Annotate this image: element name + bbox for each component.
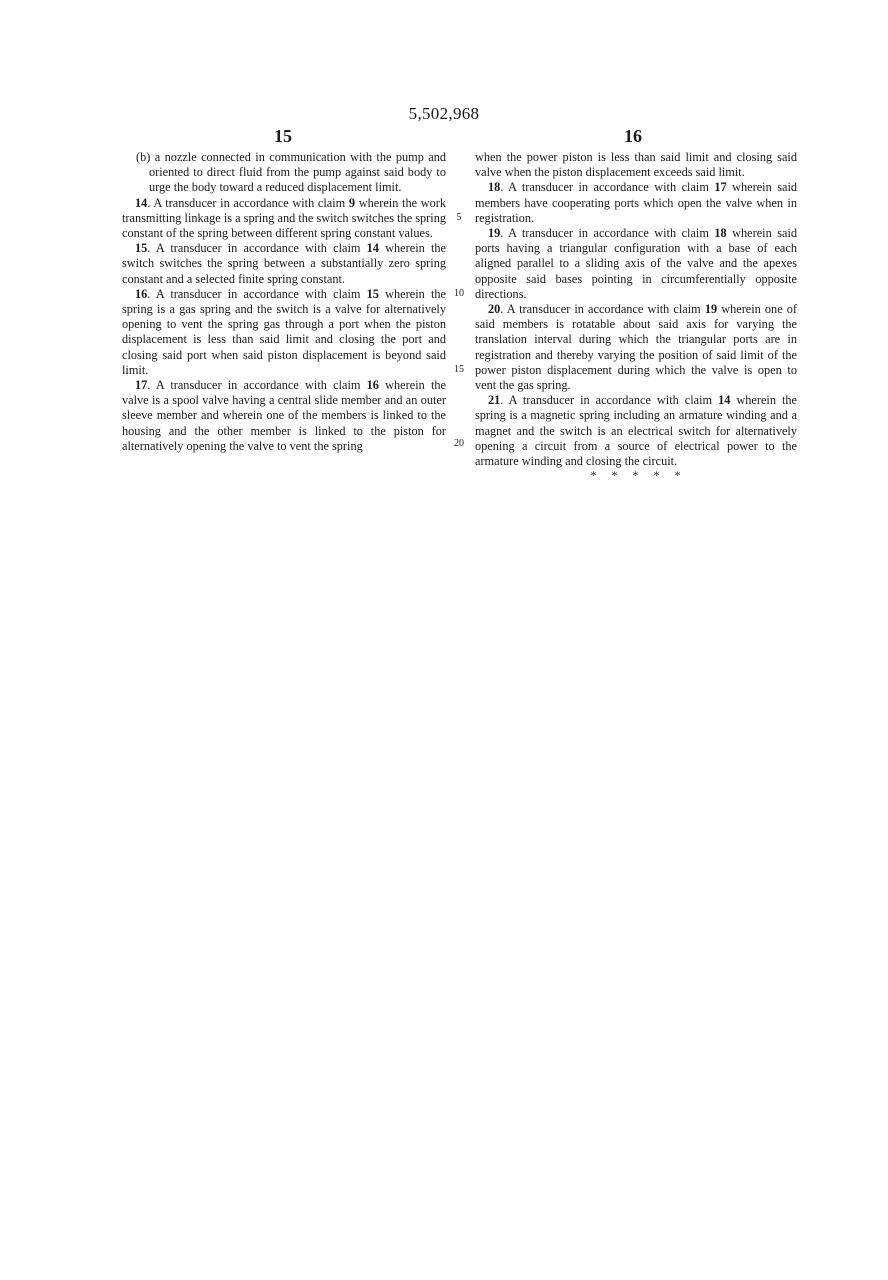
claim-14: 14. A transducer in accordance with claim 9 wherein the work transmitting linkage is a spring and the switch switches the spring constant of the spring between different spring constant values. xyxy=(122,195,447,241)
line-number-5: 5 xyxy=(456,212,462,223)
line-number-20: 20 xyxy=(454,438,464,449)
claim-17: 17. A transducer in accordance with claim 16 wherein the valve is a spool valve having a central slide member and an outer sleeve member and wherein one of the members is linked to the housing and the other member is linked to the piston for alternatively opening the valve to vent the spring xyxy=(122,378,446,453)
line-number-10: 10 xyxy=(454,288,464,299)
line-number-15: 15 xyxy=(454,364,464,375)
claim-item-b: (b) a nozzle connected in communication with the pump and oriented to direct fluid from the pump against said body to urge the body toward a reduced displacement limit. xyxy=(136,150,446,195)
patent-number: 5,502,968 xyxy=(408,104,480,123)
right-column-number: 16 xyxy=(624,126,642,146)
claim-15: 15. A transducer in accordance with claim 14 wherein the switch switches the spring between a substantially zero spring constant and a selected finite spring constant. xyxy=(122,241,446,286)
claim-21: 21. A transducer in accordance with claim 14 wherein the spring is a magnetic spring including an armature winding and a magnet and the switch is an electrical switch for alternatively opening a circuit from a source of electrical power to the armature winding and closing the circuit. xyxy=(475,393,798,469)
claim-19: 19. A transducer in accordance with claim 18 wherein said ports having a triangular configuration with a base of each aligned parallel to a sliding axis of the valve and the apexes opposite said bases pointing in circumferentially opposite directions. xyxy=(475,226,798,301)
left-column-number: 15 xyxy=(274,126,292,146)
end-of-document-asterisks: * * * * * xyxy=(590,468,682,482)
claim-17-continuation: when the power piston is less than said limit and closing said valve when the piston displacement exceeds said limit. xyxy=(475,150,797,180)
right-text-column xyxy=(475,150,797,469)
claim-20: 20. A transducer in accordance with claim 19 wherein one of said members is rotatable about said axis for varying the translation interval during which the triangular ports are in registration and thereby varying the position of said limit of the power piston displacement during which the valve is open to vent the gas spring. xyxy=(475,302,798,393)
left-text-column xyxy=(122,150,446,454)
claim-18: 18. A transducer in accordance with claim 17 wherein said members have cooperating ports which open the valve when in registration. xyxy=(475,180,798,225)
claim-16: 16. A transducer in accordance with claim 15 wherein the spring is a gas spring and the switch is a valve for alternatively opening to vent the spring gas through a port when the piston displacement is less than said limit and closing the port and closing said port when said piston displacement is beyond said limit. xyxy=(122,286,446,377)
